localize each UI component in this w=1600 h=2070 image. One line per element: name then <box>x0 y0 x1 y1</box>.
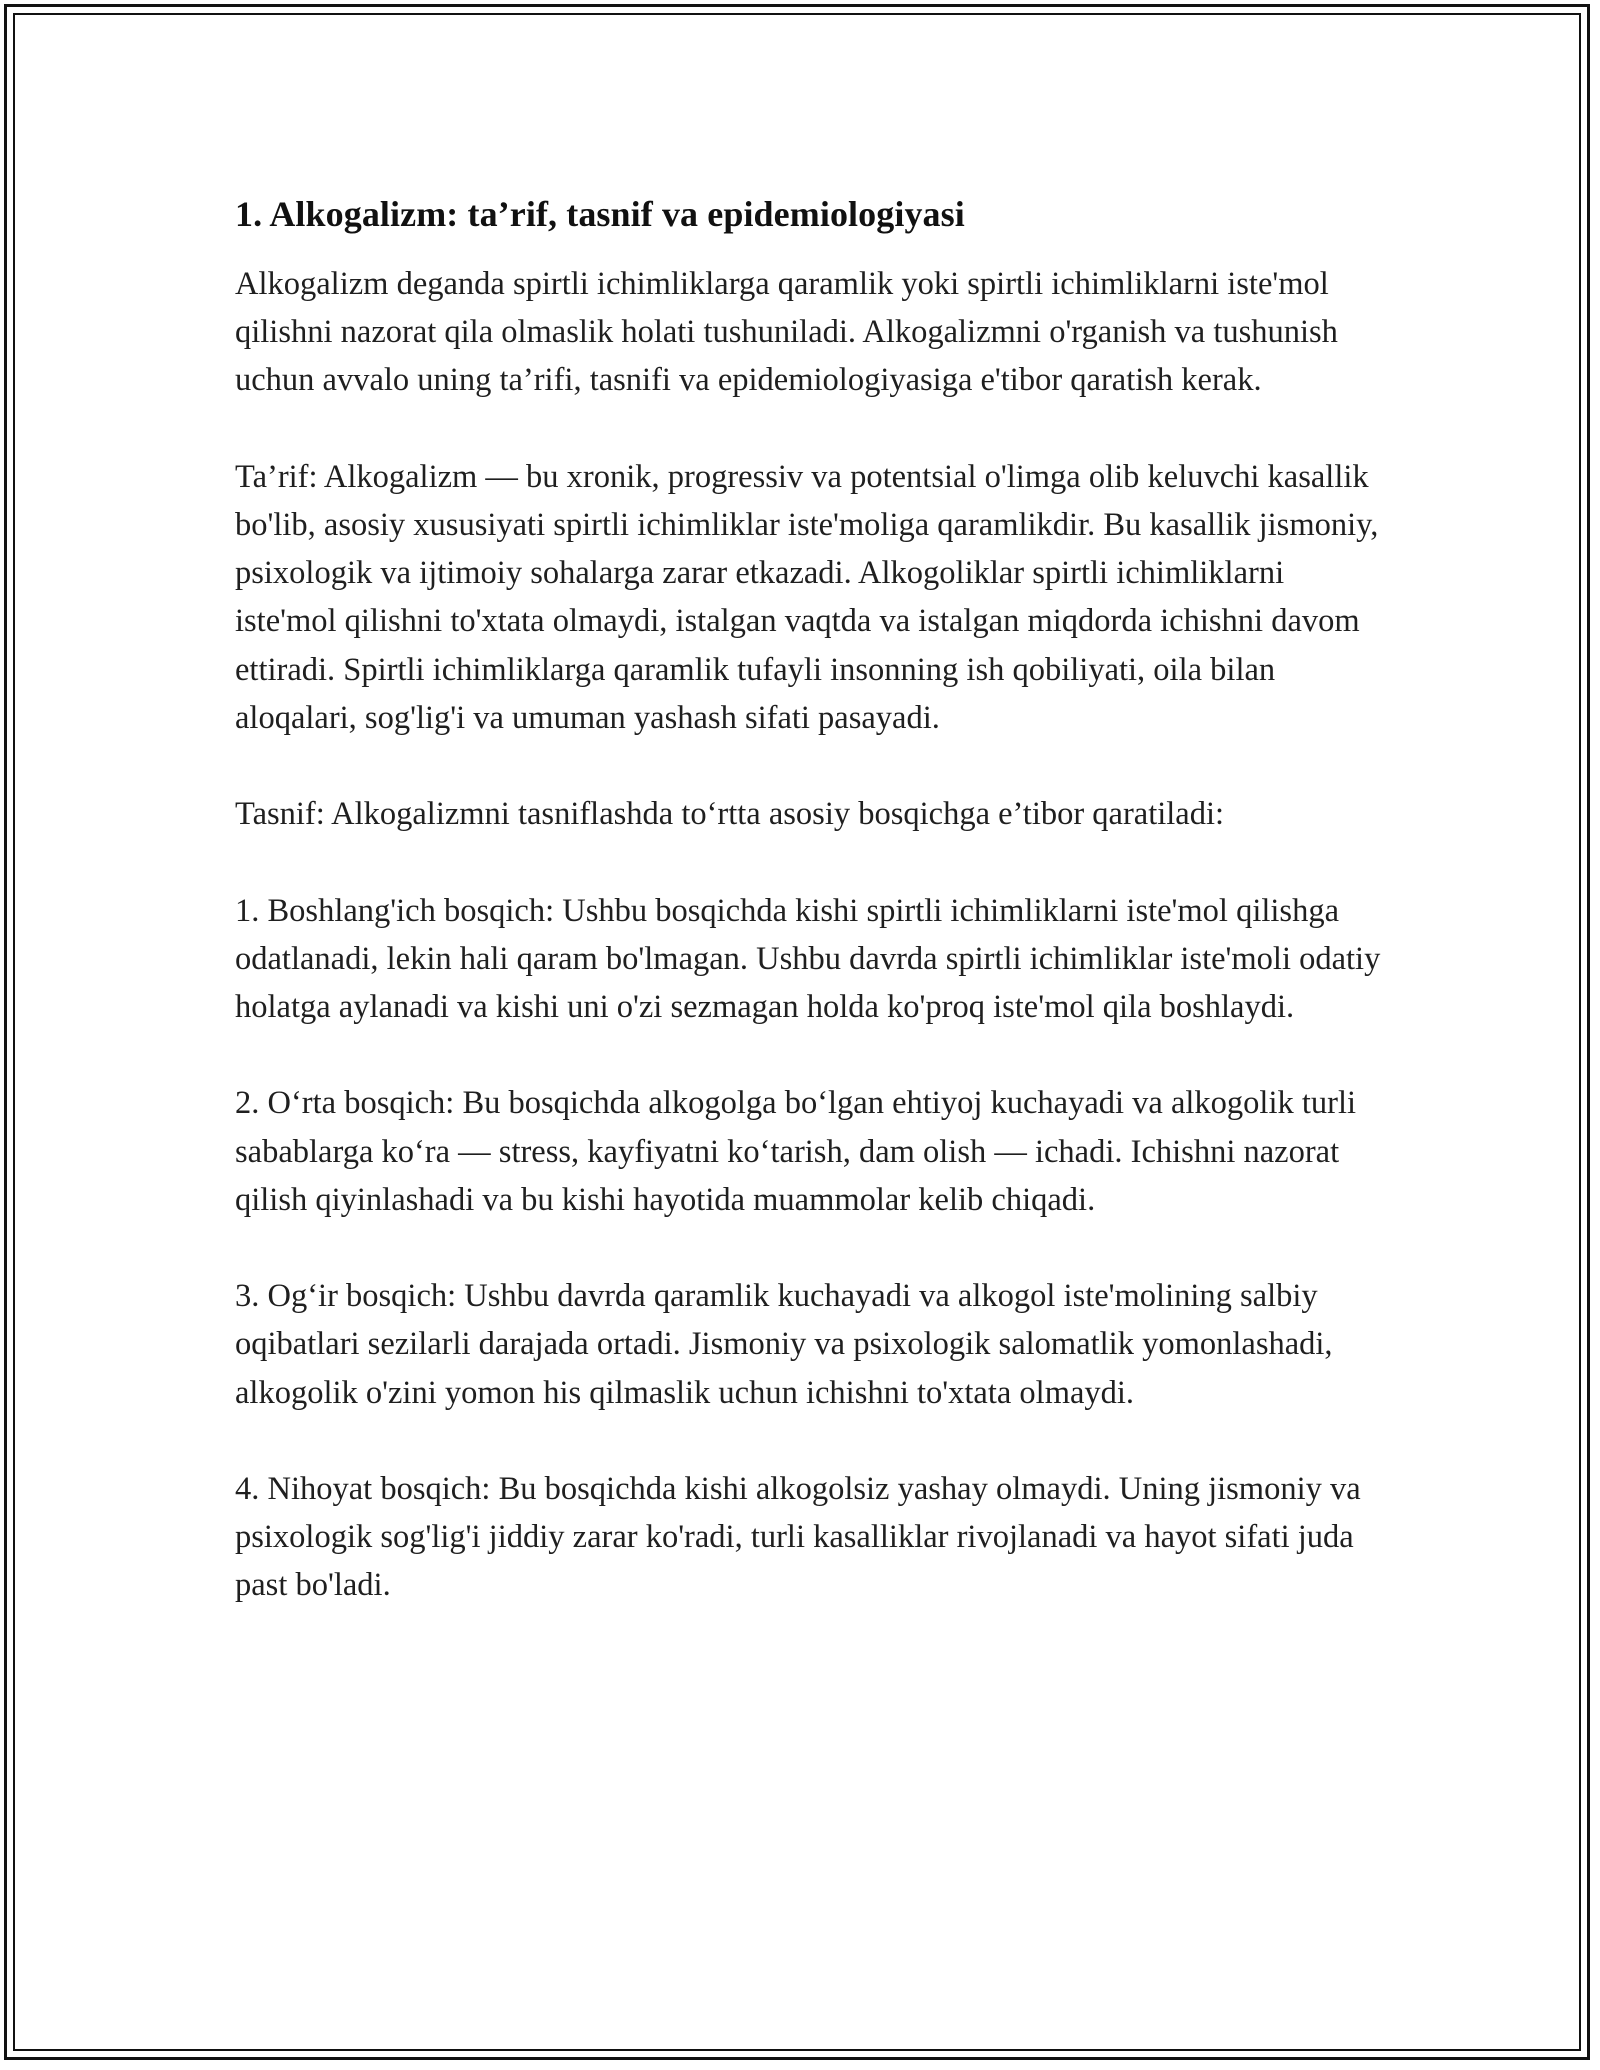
section-heading: 1. Alkogalizm: ta’rif, tasnif va epidemiologiyasi <box>235 194 965 234</box>
paragraph-classification: Tasnif: Alkogalizmni tasniflashda to‘rtta asosiy bosqichga e’tibor qaratiladi: <box>235 796 1225 833</box>
paragraph-stage-2: 2. O‘rta bosqich: Bu bosqichda alkogolga bo‘lgan ehtiyoj kuchayadi va alkogolik turli sabablarga ko‘ra — stress, kayfiyatni ko‘tarish, dam olish — ichadi. Ichishni nazorat qilish qiyinlashadi va bu kishi hayotida muammolar kelib chiqadi. <box>235 1085 1357 1218</box>
paragraph-stage-3: 3. Og‘ir bosqich: Ushbu davrda qaramlik kuchayadi va alkogol iste'molining salbiy oqibatlari sezilarli darajada ortadi. Jismoniy va psixologik salomatlik yomonlashadi, alkogolik o'zini yomon his qilmaslik uchun ichishni to'xtata olmaydi. <box>235 1278 1333 1411</box>
document-body <box>235 188 1385 1610</box>
paragraph-definition: Ta’rif: Alkogalizm — bu xronik, progressiv va potentsial o'limga olib keluvchi kasallik bo'lib, asosiy xususiyati spirtli ichimliklar iste'moliga qaramlikdir. Bu kasallik jismoniy, psixologik va ijtimoiy sohalarga zarar etkazadi. Alkogoliklar spirtli ichimliklarni iste'mol qilishni to'xtata olmaydi, istalgan vaqtda va istalgan miqdorda ichishni davom ettiradi. Spirtli ichimliklarga qaramlik tufayli insonning ish qobiliyati, oila bilan aloqalari, sog'lig'i va umuman yashash sifati pasayadi. <box>235 458 1379 736</box>
paragraph-stage-1: 1. Boshlang'ich bosqich: Ushbu bosqichda kishi spirtli ichimliklarni iste'mol qilishga odatlanadi, lekin hali qaram bo'lmagan. Ushbu davrda spirtli ichimliklar iste'moli odatiy holatga aylanadi va kishi uni o'zi sezmagan holda ko'proq iste'mol qila boshlaydi. <box>235 892 1381 1025</box>
paragraph-stage-4: 4. Nihoyat bosqich: Bu bosqichda kishi alkogolsiz yashay olmaydi. Uning jismoniy va psixologik sog'lig'i jiddiy zarar ko'radi, turli kasalliklar rivojlanadi va hayot sifati juda past bo'ladi. <box>235 1470 1361 1604</box>
paragraph-intro: Alkogalizm deganda spirtli ichimliklarga qaramlik yoki spirtli ichimliklarni iste'mol qilishni nazorat qila olmaslik holati tushuniladi. Alkogalizmni o'rganish va tushunish uchun avvalo uning ta’rifi, tasnifi va epidemiologiyasiga e'tibor qaratish kerak. <box>235 266 1338 399</box>
